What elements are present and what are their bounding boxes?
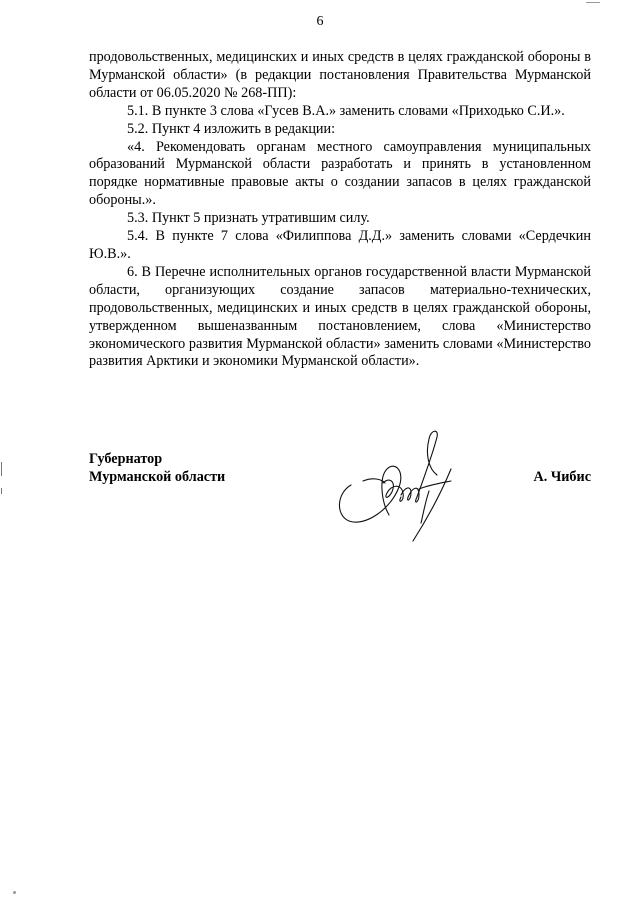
signer-name: А. Чибис — [533, 469, 591, 485]
scan-edge-mark — [1, 462, 2, 476]
paragraph-5-2: 5.2. Пункт 4 изложить в редакции: — [127, 120, 336, 137]
page-number: 6 — [316, 14, 324, 29]
signer-title — [89, 451, 225, 487]
scan-edge-mark — [1, 488, 2, 494]
signer-title-line1: Губернатор — [89, 451, 163, 467]
paragraph-continuation: продовольственных, медицинских и иных средств в целях гражданской обороны в Мурманской области» (в редакции постановления Правительства Мурманской области от 06.05.2020 № 268-ПП): — [89, 49, 591, 101]
scan-mark — [586, 2, 600, 3]
handwritten-signature — [333, 423, 468, 553]
paragraph-5-3: 5.3. Пункт 5 признать утратившим силу. — [127, 210, 370, 227]
document-body — [89, 49, 591, 371]
signature-block — [89, 451, 591, 551]
paragraph-quote-4: «4. Рекомендовать органам местного самоуправления муниципальных образований Мурманской области разработать и принять в установленном порядке нормативные правовые акты о создании запасов в целях гражданской обороны.». — [89, 138, 591, 209]
paragraph-5-4: 5.4. В пункте 7 слова «Филиппова Д.Д.» заменить словами «Сердечкин Ю.В.». — [89, 228, 591, 262]
paragraph-5-1: 5.1. В пункте 3 слова «Гусев В.А.» заменить словами «Приходько С.И.». — [127, 102, 565, 119]
signer-title-line2: Мурманской области — [89, 468, 226, 485]
scan-dot — [13, 891, 16, 894]
paragraph-6: 6. В Перечне исполнительных органов государственной власти Мурманской области, организующих создание запасов материально-технических, продовольственных, медицинских и иных средств в целях гражданской обороны, утвержденном вышеназванным постановлением, слова «Министерство экономического развития Мурманской области» заменить словами «Министерство развития Арктики и экономики Мурманской области». — [89, 263, 591, 370]
